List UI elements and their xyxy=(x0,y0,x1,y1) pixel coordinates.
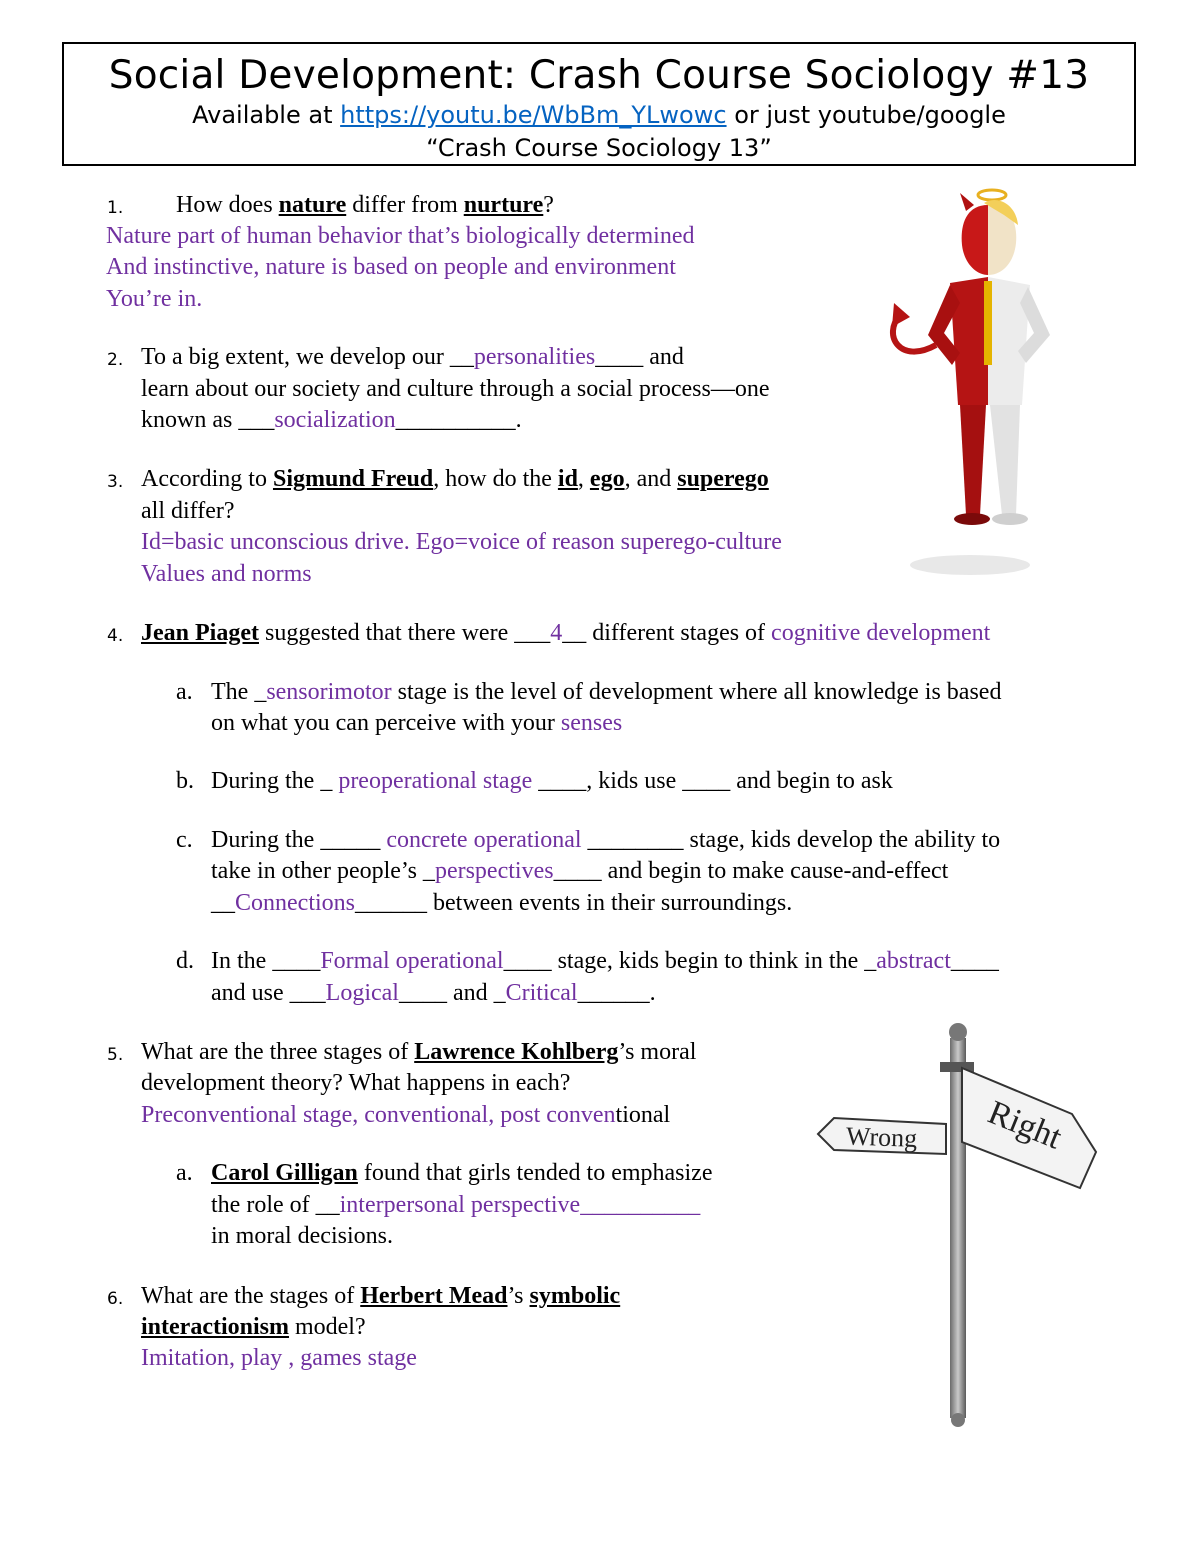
q4d-line1 xyxy=(211,946,999,978)
q6-keyword-interactionism: interactionism xyxy=(141,1314,289,1340)
header-box xyxy=(62,42,1136,166)
q4c-text: ____ and begin to make cause-and-effect xyxy=(553,858,949,884)
q4-answer-cognitive: cognitive development xyxy=(771,620,991,646)
q2-line1 xyxy=(141,342,684,374)
q4c-text: ________ stage, kids develop the ability to xyxy=(581,827,1001,853)
q5a-line1 xyxy=(211,1158,712,1190)
q6-keyword-mead: Herbert Mead xyxy=(360,1283,508,1309)
q4-number: 4. xyxy=(107,626,124,646)
q6-line2 xyxy=(141,1312,366,1344)
video-link[interactable]: https://youtu.be/WbBm_YLwowc xyxy=(340,101,727,129)
q5-answer: Preconventional stage, conventional, post conven xyxy=(141,1102,616,1128)
signpost-illustration xyxy=(810,1018,1100,1488)
q4-text: __ different stages of xyxy=(562,620,772,646)
q4d-answer-abstract: abstract xyxy=(876,948,951,974)
q4-text: suggested that there were ___ xyxy=(258,620,551,646)
q4d-text: ____ xyxy=(950,948,999,974)
q4a-text: stage is the level of development where all knowledge is based xyxy=(391,679,1002,705)
q4d-text: ____ and _ xyxy=(398,980,506,1006)
q2-answer-socialization: socialization xyxy=(274,407,396,433)
q1-keyword-nurture: nurture xyxy=(463,192,544,218)
q1-prompt xyxy=(176,190,554,222)
q4b-text: ____, kids use ____ and begin to ask xyxy=(532,768,893,794)
available-suffix: or just youtube/google xyxy=(726,101,1006,129)
q4b-letter: b. xyxy=(176,768,194,794)
q4c-text: __ xyxy=(211,890,235,916)
q5-keyword-kohlberg: Lawrence Kohlberg xyxy=(414,1039,619,1065)
q4a-letter: a. xyxy=(176,679,193,705)
q2-text: known as ___ xyxy=(141,407,275,433)
q5-text: What are the three stages of xyxy=(141,1039,415,1065)
q6-text: ’s xyxy=(507,1283,530,1309)
q3-number: 3. xyxy=(107,472,124,492)
q1-text: differ from xyxy=(346,192,464,218)
q5-answer-tail: tional xyxy=(615,1102,671,1128)
q3-text: , how do the xyxy=(433,466,558,492)
q4a-answer-sensorimotor: sensorimotor xyxy=(266,679,392,705)
q4c-answer-perspectives: perspectives xyxy=(434,858,554,884)
q4-answer-count: 4 xyxy=(550,620,563,646)
q4-line1 xyxy=(141,618,990,650)
q4c-line1 xyxy=(211,825,1000,857)
q4c-text: ______ between events in their surroundings. xyxy=(355,890,793,916)
q5a-keyword-gilligan: Carol Gilligan xyxy=(211,1160,358,1186)
q5a-answer-interpersonal: interpersonal perspective xyxy=(339,1192,581,1218)
q5a-line2 xyxy=(211,1190,700,1222)
q2-text: ____ and xyxy=(595,344,684,370)
q4c-answer-connections: Connections xyxy=(235,890,355,916)
q4d-line2 xyxy=(211,978,656,1010)
q4c-letter: c. xyxy=(176,827,193,853)
q6-number: 6. xyxy=(107,1289,124,1309)
q4d-answer-critical: Critical xyxy=(505,980,578,1006)
q2-line3 xyxy=(141,405,522,437)
search-hint: “Crash Course Sociology 13” xyxy=(426,134,772,162)
wrong-sign-label: Wrong xyxy=(845,1121,918,1153)
q3-text: , xyxy=(577,466,590,492)
q1-number: 1. xyxy=(107,198,124,218)
q4a-line2 xyxy=(211,708,622,740)
q4d-answer-formal: Formal operational xyxy=(320,948,504,974)
q4d-text: ____ stage, kids begin to think in the _ xyxy=(503,948,877,974)
q2-answer-personalities: personalities xyxy=(473,344,596,370)
q5a-line3: in moral decisions. xyxy=(211,1223,393,1249)
q3-text: , and xyxy=(624,466,678,492)
q6-answer: Imitation, play , games stage xyxy=(141,1345,417,1371)
q4d-text: ______. xyxy=(577,980,656,1006)
q4b-text: During the _ xyxy=(211,768,339,794)
q5a-text: found that girls tended to emphasize xyxy=(357,1160,713,1186)
q3-keyword-ego: ego xyxy=(589,466,625,492)
q5-line1 xyxy=(141,1037,696,1069)
q4a-line1 xyxy=(211,677,1001,709)
q6-text: model? xyxy=(288,1314,366,1340)
availability-line xyxy=(64,99,1134,132)
right-sign-label: Right xyxy=(982,1093,1067,1157)
q3-line2: all differ? xyxy=(141,498,235,524)
q2-text: To a big extent, we develop our __ xyxy=(141,344,474,370)
q5-text: ’s moral xyxy=(618,1039,697,1065)
q4d-answer-logical: Logical xyxy=(325,980,399,1006)
q1-text: ? xyxy=(543,192,554,218)
q4a-text: The _ xyxy=(211,679,267,705)
q3-answer-line2: Values and norms xyxy=(141,561,312,587)
q3-text: According to xyxy=(141,466,273,492)
q3-keyword-id: id xyxy=(557,466,578,492)
q3-line1 xyxy=(141,464,769,496)
q2-line2: learn about our society and culture through a social process—one xyxy=(141,376,770,402)
q4a-text: on what you can perceive with your xyxy=(211,710,561,736)
q4a-answer-senses: senses xyxy=(560,710,623,736)
q6-line1 xyxy=(141,1281,620,1313)
q5a-blank: __________ xyxy=(580,1192,701,1218)
q4d-text: In the ____ xyxy=(211,948,321,974)
q6-text: What are the stages of xyxy=(141,1283,361,1309)
q5a-letter: a. xyxy=(176,1160,193,1186)
q4d-text: and use ___ xyxy=(211,980,326,1006)
page-title: Social Development: Crash Course Sociology #13 xyxy=(108,53,1090,98)
q4d-letter: d. xyxy=(176,948,194,974)
q3-keyword-superego: superego xyxy=(677,466,769,492)
q4c-line3 xyxy=(211,888,792,920)
q5-answer-line xyxy=(141,1100,670,1132)
q3-keyword-freud: Sigmund Freud xyxy=(272,466,434,492)
q4c-answer-concrete: concrete operational xyxy=(386,827,582,853)
q1-answer-line3: You’re in. xyxy=(106,286,203,312)
q5-number: 5. xyxy=(107,1045,124,1065)
q4b-line1 xyxy=(211,766,893,798)
q1-answer-line1: Nature part of human behavior that’s biologically determined xyxy=(106,223,695,249)
q1-text: How does xyxy=(176,192,279,218)
q4c-line2 xyxy=(211,856,948,888)
q6-keyword-symbolic: symbolic xyxy=(529,1283,621,1309)
q4c-text: take in other people’s _ xyxy=(211,858,435,884)
q5a-text: the role of __ xyxy=(211,1192,340,1218)
q1-keyword-nature: nature xyxy=(278,192,347,218)
q4-keyword-piaget: Jean Piaget xyxy=(141,620,259,646)
q5-line2: development theory? What happens in each? xyxy=(141,1070,571,1096)
available-prefix: Available at xyxy=(192,101,341,129)
q2-text: __________. xyxy=(395,407,522,433)
q1-answer-line2: And instinctive, nature is based on people and environment xyxy=(106,254,676,280)
q3-answer-line1: Id=basic unconscious drive. Ego=voice of reason superego-culture xyxy=(141,529,782,555)
q2-number: 2. xyxy=(107,350,124,370)
q4c-text: During the _____ xyxy=(211,827,387,853)
q4b-answer-preoperational: preoperational stage xyxy=(338,768,533,794)
devil-angel-figure xyxy=(880,185,1060,585)
